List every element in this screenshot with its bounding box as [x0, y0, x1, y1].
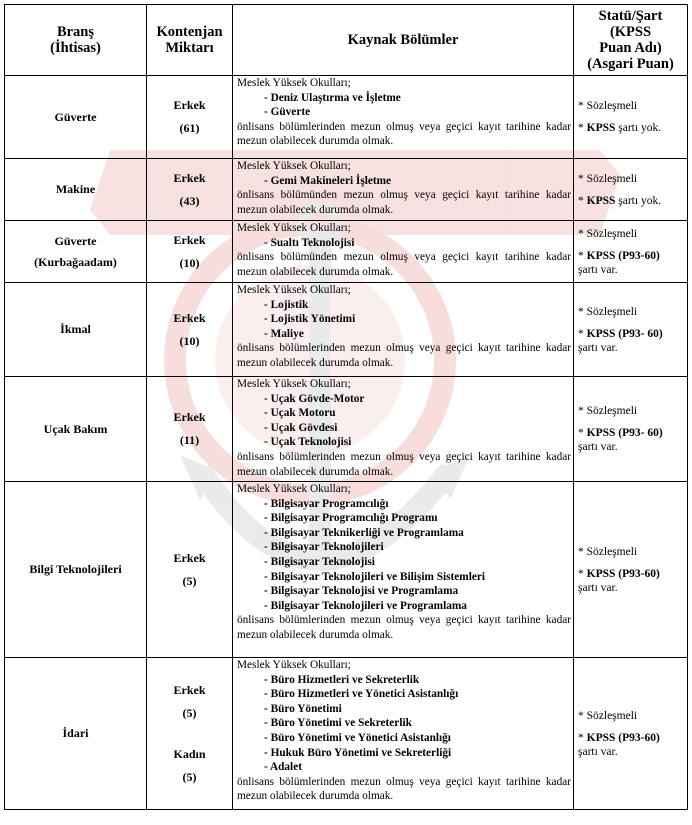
- cell-statu: * Sözleşmeli * KPSS şartı yok.: [574, 159, 688, 221]
- header-brans: Branş (İhtisas): [5, 5, 147, 76]
- department-item: - Deniz Ulaştırma ve İşletme: [264, 91, 401, 104]
- table-row: [5, 283, 688, 377]
- department-item: - Sualtı Teknolojisi: [264, 236, 355, 249]
- status-contract: * Sözleşmeli: [578, 227, 638, 240]
- cell-statu: * Sözleşmeli * KPSS (P93-60) şartı var.: [574, 221, 688, 283]
- status-contract: * Sözleşmeli: [578, 172, 638, 185]
- requirement-text: önlisans bölümlerinden mezun olmuş veya geçici kayıt tarihine kadar mezun olabilecek durumda olmak.: [237, 450, 571, 478]
- cell-kontenjan: Erkek (10): [147, 221, 233, 283]
- department-item: - Maliye: [264, 327, 304, 340]
- cell-kaynak-bolumler: [233, 482, 574, 658]
- status-kpss: KPSS (P93- 60): [586, 327, 663, 340]
- header-kaynak-bolumler: Kaynak Bölümler: [233, 5, 574, 76]
- cell-kontenjan: Erkek (5) Kadın (5): [147, 658, 233, 810]
- department-item: - Lojistik: [264, 298, 309, 311]
- status-contract: * Sözleşmeli: [578, 305, 638, 318]
- department-item: - Büro Yönetimi ve Yönetici Asistanlığı: [264, 731, 451, 744]
- intro-text: Meslek Yüksek Okulları;: [237, 483, 351, 495]
- department-item: - Uçak Teknolojisi: [264, 436, 352, 449]
- department-item: - Bilgisayar Programcılığı Programı: [264, 512, 438, 525]
- department-item: - Bilgisayar Teknolojileri ve Programlama: [264, 599, 467, 612]
- intro-text: Meslek Yüksek Okulları;: [237, 77, 351, 89]
- cell-kontenjan: Erkek (61): [147, 76, 233, 159]
- header-kontenjan: Kontenjan Miktarı: [147, 5, 233, 76]
- cell-kontenjan: Erkek (43): [147, 159, 233, 221]
- status-tail: şartı yok.: [615, 194, 662, 207]
- department-item: - Lojistik Yönetimi: [264, 313, 356, 326]
- status-tail: şartı var.: [578, 263, 618, 276]
- cell-kaynak-bolumler: [233, 76, 574, 159]
- status-kpss: KPSS (P93-60): [586, 249, 660, 262]
- status-tail: şartı var.: [578, 581, 618, 594]
- department-item: - Bilgisayar Programcılığı: [264, 497, 389, 510]
- requirement-text: önlisans bölümlerinden mezun olmuş veya geçici kayıt tarihine kadar mezun olabilecek durumda olmak.: [237, 120, 571, 148]
- department-item: - Bilgisayar Teknikerliği ve Programlama: [264, 526, 464, 539]
- table-row: [5, 377, 688, 482]
- cell-kaynak-bolumler: [233, 159, 574, 221]
- department-item: - Büro Yönetimi ve Sekreterlik: [264, 717, 412, 730]
- department-item: - Hukuk Büro Yönetimi ve Sekreterliği: [264, 746, 452, 759]
- requirement-text: önlisans bölümlerinden mezun olmuş veya geçici kayıt tarihine kadar mezun olabilecek durumda olmak.: [237, 342, 571, 369]
- department-item: - Gemi Makineleri İşletme: [264, 174, 392, 187]
- department-item: - Uçak Gövdesi: [264, 421, 338, 434]
- department-item: - Büro Hizmetleri ve Yönetici Asistanlığı: [264, 688, 459, 701]
- cell-kaynak-bolumler: [233, 221, 574, 283]
- intro-text: Meslek Yüksek Okulları;: [237, 160, 351, 172]
- status-kpss: KPSS (P93- 60): [586, 427, 663, 439]
- cell-brans: İdari: [5, 658, 147, 810]
- status-contract: * Sözleşmeli: [578, 545, 638, 558]
- status-kpss: KPSS: [586, 122, 616, 134]
- table-row: [5, 221, 688, 283]
- cell-kaynak-bolumler: [233, 283, 574, 377]
- table-row: [5, 658, 688, 810]
- intro-text: Meslek Yüksek Okulları;: [237, 659, 351, 671]
- requirement-text: önlisans bölümünden mezun olmuş veya geçici kayıt tarihine kadar mezun olabilecek durumda olmak.: [237, 251, 571, 278]
- intro-text: Meslek Yüksek Okulları;: [237, 378, 351, 390]
- status-contract: * Sözleşmeli: [578, 405, 638, 417]
- status-kpss: KPSS: [586, 194, 616, 207]
- department-item: - Büro Hizmetleri ve Sekreterlik: [264, 673, 420, 686]
- department-item: - Bilgisayar Teknolojisi: [264, 555, 375, 568]
- cell-statu: * Sözleşmeli * KPSS (P93- 60) şartı var.: [574, 283, 688, 377]
- cell-brans: Bilgi Teknolojileri: [5, 482, 147, 658]
- cell-brans: Güverte: [5, 76, 147, 159]
- table-body: [5, 76, 688, 810]
- cell-brans: İkmal: [5, 283, 147, 377]
- department-item: - Bilgisayar Teknolojileri ve Bilişim Sistemleri: [264, 570, 486, 583]
- table-row: [5, 482, 688, 658]
- requirement-text: önlisans bölümlerinden mezun olmuş veya geçici kayıt tarihine kadar mezun olabilecek durumda olmak.: [237, 775, 571, 803]
- cell-statu: * Sözleşmeli * KPSS (P93-60) şartı var.: [574, 658, 688, 810]
- status-contract: * Sözleşmeli: [578, 100, 638, 112]
- department-item: - Uçak Gövde-Motor: [264, 392, 365, 405]
- status-tail: şartı var.: [578, 441, 618, 453]
- cell-kaynak-bolumler: [233, 658, 574, 810]
- status-tail: şartı var.: [578, 745, 618, 758]
- status-tail: şartı yok.: [615, 122, 662, 134]
- table-header-row: [5, 5, 688, 76]
- status-kpss: KPSS (P93-60): [586, 731, 660, 744]
- department-item: - Bilgisayar Teknolojisi ve Programlama: [264, 585, 459, 598]
- status-kpss: KPSS (P93-60): [586, 567, 660, 580]
- cell-kaynak-bolumler: [233, 377, 574, 482]
- requirement-text: önlisans bölümünden mezun olmuş veya geçici kayıt tarihine kadar mezun olabilecek durumda olmak.: [237, 189, 571, 216]
- cell-statu: * Sözleşmeli * KPSS şartı yok.: [574, 76, 688, 159]
- cell-statu: * Sözleşmeli * KPSS (P93- 60) şartı var.: [574, 377, 688, 482]
- department-item: - Uçak Motoru: [264, 407, 336, 420]
- table-row: [5, 159, 688, 221]
- header-statu-sart: Statü/Şart (KPSS Puan Adı) (Asgari Puan): [574, 5, 688, 76]
- cell-kontenjan: Erkek (11): [147, 377, 233, 482]
- intro-text: Meslek Yüksek Okulları;: [237, 222, 351, 234]
- department-item: - Güverte: [264, 106, 311, 119]
- table-row: [5, 76, 688, 159]
- cell-brans: Güverte (Kurbağaadam): [5, 221, 147, 283]
- branch-quota-table: [4, 4, 688, 810]
- department-item: - Adalet: [264, 761, 302, 774]
- requirement-text: önlisans bölümlerinden mezun olmuş veya geçici kayıt tarihine kadar mezun olabilecek durumda olmak.: [237, 614, 571, 641]
- status-contract: * Sözleşmeli: [578, 709, 638, 722]
- cell-kontenjan: Erkek (5): [147, 482, 233, 658]
- intro-text: Meslek Yüksek Okulları;: [237, 284, 351, 296]
- department-item: - Büro Yönetimi: [264, 702, 342, 715]
- department-item: - Bilgisayar Teknolojileri: [264, 541, 384, 554]
- cell-kontenjan: Erkek (10): [147, 283, 233, 377]
- cell-statu: * Sözleşmeli * KPSS (P93-60) şartı var.: [574, 482, 688, 658]
- cell-brans: Makine: [5, 159, 147, 221]
- cell-brans: Uçak Bakım: [5, 377, 147, 482]
- status-tail: şartı var.: [578, 341, 618, 354]
